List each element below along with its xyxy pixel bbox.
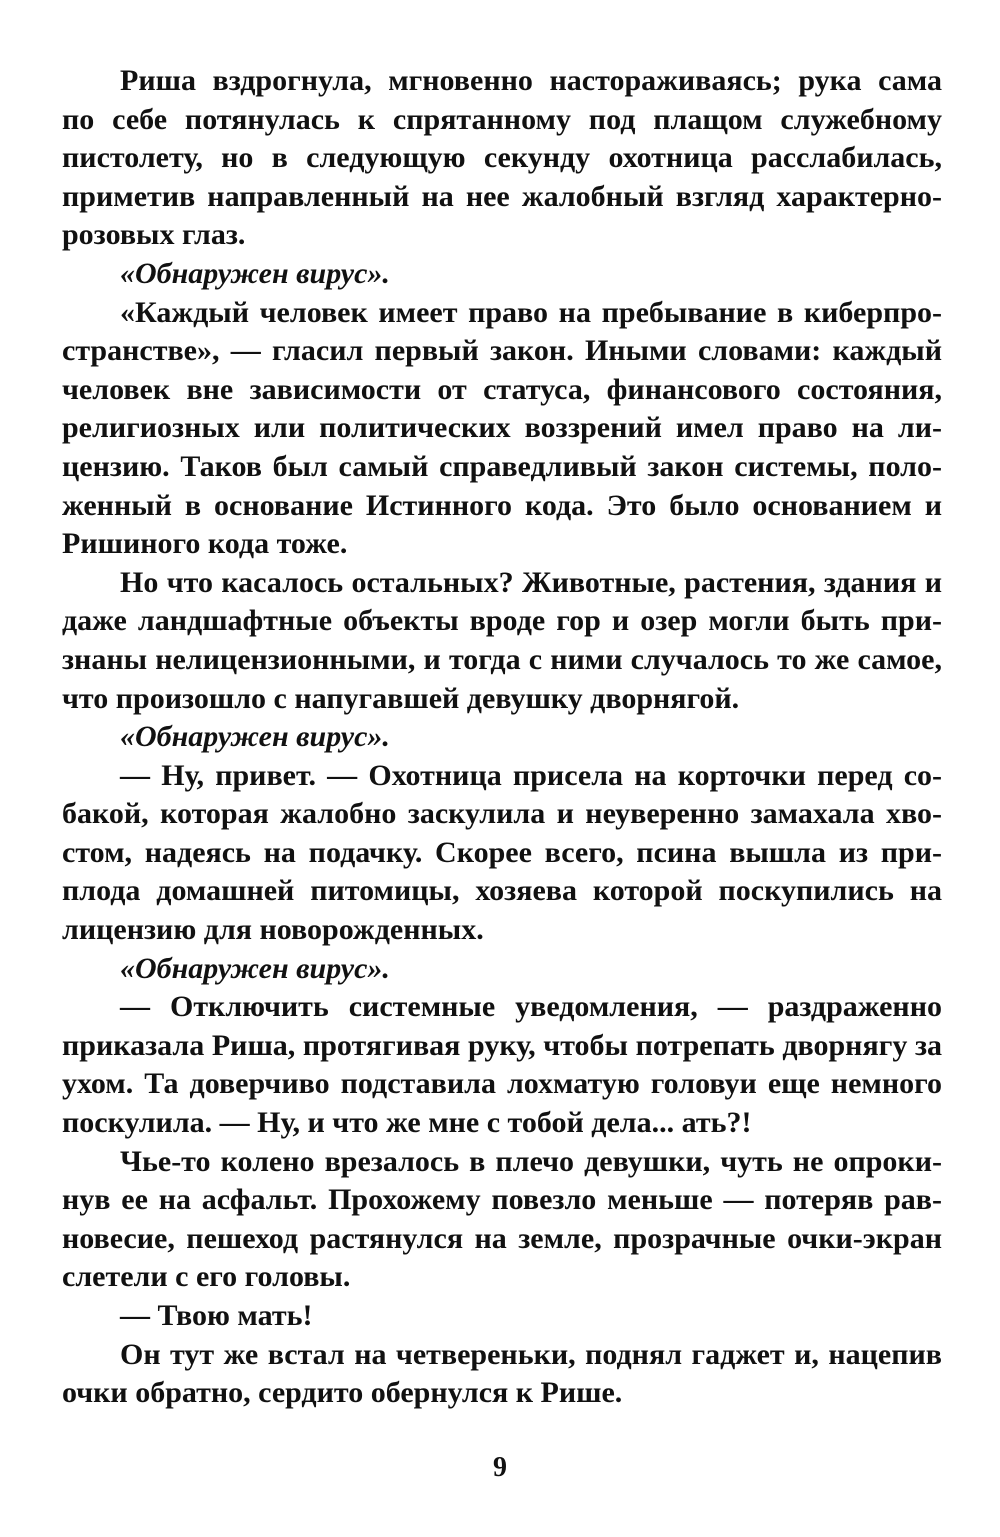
text-line: цензию. Таков был самый справедливый закон системы, поло- <box>62 449 942 483</box>
text-line: человек вне зависимости от статуса, финансового состояния, <box>62 372 942 406</box>
text-line: слетели с его головы. <box>62 1260 351 1294</box>
text-line: Но что касалось остальных? Животные, растения, здания и <box>120 565 942 599</box>
text-line: — Твою мать! <box>120 1299 313 1332</box>
text-line: лицензию для новорожденных. <box>62 913 484 947</box>
text-line: розовых глаз. <box>62 218 246 252</box>
text-line: пистолету, но в следующую секунду охотница расслабилась, <box>62 141 942 175</box>
text-line: приметив направленный на нее жалобный взгляд характерно- <box>62 179 942 213</box>
text-line: «Каждый человек имеет право на пребывание в киберпро- <box>120 295 942 329</box>
text-line: странстве», — гласил первый закон. Иными словами: каждый <box>62 334 942 368</box>
text-line: «Обнаружен вирус». <box>120 256 390 290</box>
text-line: «Обнаружен вирус». <box>120 720 390 754</box>
page-number: 9 <box>493 1452 507 1483</box>
text-line: ухом. Та доверчиво подставила лохматую головуи еще немного <box>62 1067 942 1101</box>
text-line: нув ее на асфальт. Прохожему повезло меньше — потеряв рав- <box>62 1183 942 1217</box>
text-line: плода домашней питомицы, хозяева которой поскупились на <box>62 874 942 908</box>
text-line: что произошло с напугавшей девушку дворнягой. <box>62 681 740 715</box>
text-line: поскулила. — Ну, и что же мне с тобой дела... ать?! <box>62 1106 752 1140</box>
text-line: Он тут же встал на четвереньки, поднял гаджет и, нацепив <box>120 1337 942 1371</box>
text-line: женный в основание Истинного кода. Это было основанием и <box>62 488 942 522</box>
text-line: знаны нелицензионными, и тогда с ними случалось то же самое, <box>62 642 942 676</box>
text-line: «Обнаружен вирус». <box>120 951 390 985</box>
text-line: — Ну, привет. — Охотница присела на корточки перед со- <box>120 758 942 792</box>
text-line: религиозных или политических воззрений имел право на ли- <box>62 411 942 445</box>
body-text <box>62 62 942 1413</box>
text-line: стом, надеясь на подачку. Скорее всего, псина вышла из при- <box>62 835 942 869</box>
text-line: — Отключить системные уведомления, — раздраженно <box>120 990 942 1024</box>
text-line: по себе потянулась к спрятанному под плащом служебному <box>62 102 942 136</box>
text-line: приказала Риша, протягивая руку, чтобы потрепать дворнягу за <box>62 1028 942 1062</box>
text-line: бакой, которая жалобно заскулила и неуверенно замахала хво- <box>62 797 942 831</box>
text-line: очки обратно, сердито обернулся к Рише. <box>62 1376 623 1410</box>
text-line: новесие, пешеход растянулся на земле, прозрачные очки-экран <box>62 1221 942 1255</box>
text-line: Ришиного кода тоже. <box>62 527 348 561</box>
text-line: Риша вздрогнула, мгновенно настораживаясь; рука сама <box>120 64 942 97</box>
text-line: даже ландшафтные объекты вроде гор и озер могли быть при- <box>62 604 942 638</box>
text-line: Чье-то колено врезалось в плечо девушки, чуть не опроки- <box>120 1144 942 1178</box>
